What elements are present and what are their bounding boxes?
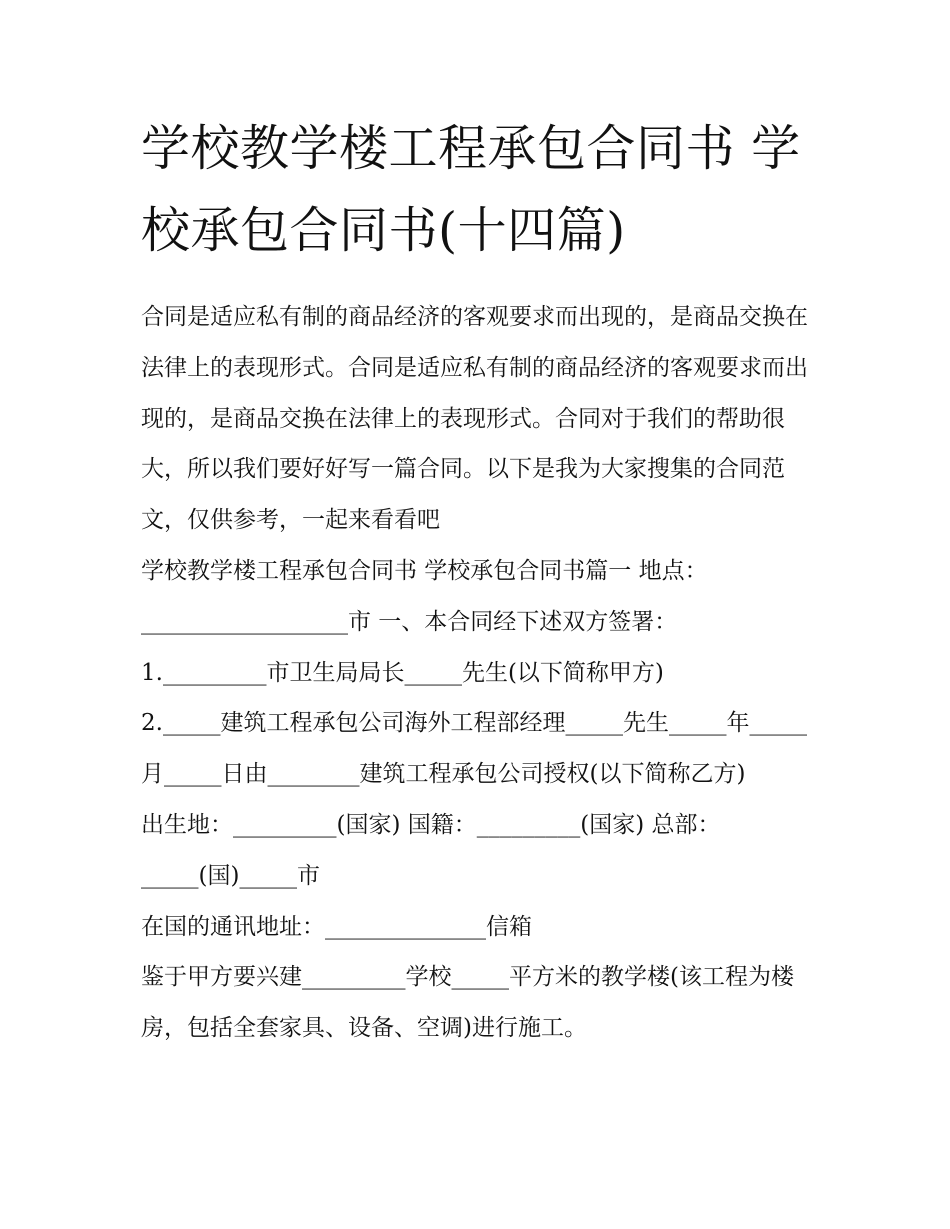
purpose-paragraph: 鉴于甲方要兴建_________学校_____平方米的教学楼(该工程为楼房，包括全套家具、设备、空调)进行施工。 [141,964,794,1042]
document-page [141,108,813,1054]
birthplace-line: 出生地：_________(国家) 国籍：_________(国家) 总部：_____(国)_____市 [141,811,721,889]
party-one-line: 1._________市卫生局局长_____先生(以下简称甲方) [141,659,664,686]
address-line: 在国的通讯地址：______________信箱 [141,913,532,940]
document-body [141,292,813,1054]
location-line: __________________市 一、本合同经下述双方签署： [141,608,678,635]
document-title: 学校教学楼工程承包合同书 学校承包合同书(十四篇) [141,120,801,259]
section-heading: 学校教学楼工程承包合同书 学校承包合同书篇一 地点： [141,557,708,584]
party-two-line: 2._____建筑工程承包公司海外工程部经理_____先生_____年_____月_____日由________建筑工程承包公司授权(以下简称乙方) [141,710,807,788]
intro-paragraph: 合同是适应私有制的商品经济的客观要求而出现的，是商品交换在法律上的表现形式。合同是适应私有制的商品经济的客观要求而出现的，是商品交换在法律上的表现形式。合同对于我们的帮助很大，所以我们要好好写一篇合同。以下是我为大家搜集的合同范文，仅供参考，一起来看看吧 [141,304,808,534]
